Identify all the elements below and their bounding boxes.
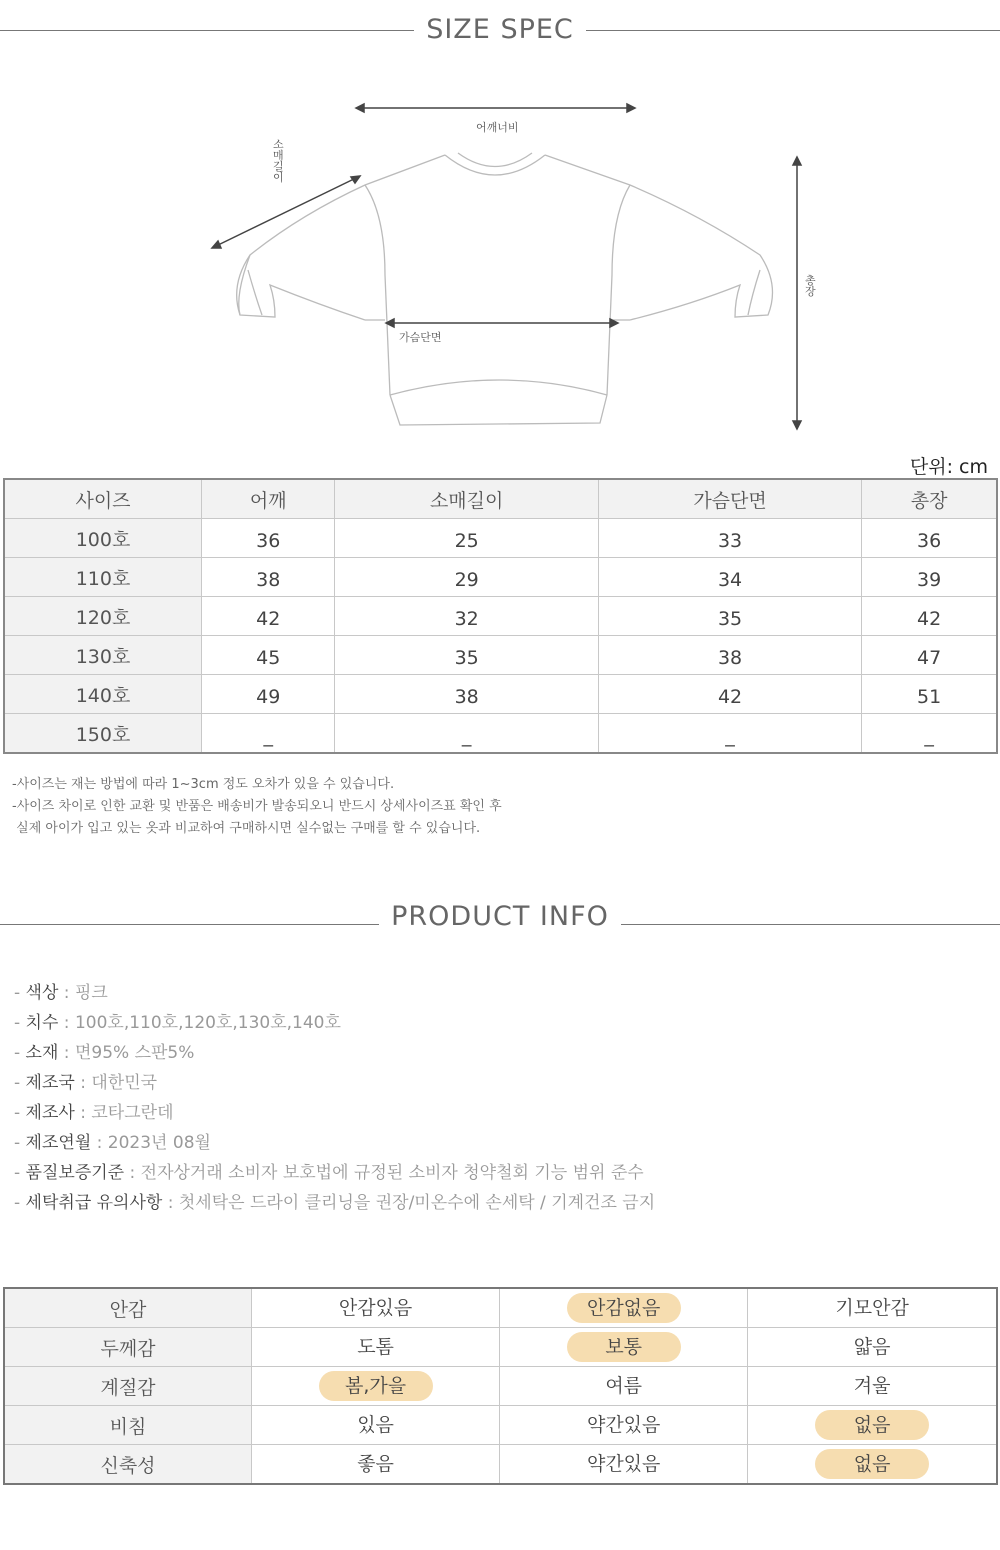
option-label: 얇음 — [853, 1336, 891, 1358]
value-cell: 35 — [335, 636, 598, 675]
table-row — [4, 636, 997, 675]
size-cell: 130호 — [4, 636, 202, 675]
info-row: - 제조국 : 대한민국 — [14, 1073, 158, 1093]
option-label: 약간있음 — [586, 1453, 661, 1475]
value-cell: 45 — [202, 636, 335, 675]
info-key: 제조국 — [25, 1073, 75, 1093]
feature-option — [500, 1445, 748, 1485]
option-label: 있음 — [357, 1414, 394, 1436]
info-row: - 품질보증기준 : 전자상거래 소비자 보호법에 규정된 소비자 청약철회 기능 범위 준수 — [14, 1163, 644, 1183]
feature-option — [500, 1367, 748, 1406]
product-info-heading — [0, 897, 1000, 937]
feature-option — [500, 1288, 748, 1328]
feature-option — [252, 1328, 500, 1367]
option-label-selected: 안감없음 — [567, 1293, 681, 1323]
size-spec-heading — [0, 10, 1000, 50]
info-row: - 치수 : 100호,110호,120호,130호,140호 — [14, 1013, 341, 1033]
info-value: 대한민국 — [91, 1073, 158, 1093]
feature-row — [4, 1406, 997, 1445]
size-table — [3, 478, 998, 754]
info-key: 세탁취급 유의사항 — [25, 1193, 163, 1213]
size-cell: 150호 — [4, 714, 202, 754]
value-cell: _ — [598, 714, 861, 754]
info-value: 2023년 08월 — [107, 1133, 211, 1153]
info-value: 전자상거래 소비자 보호법에 규정된 소비자 청약철회 기능 범위 준수 — [140, 1163, 644, 1183]
feature-row — [4, 1328, 997, 1367]
product-info-title: PRODUCT INFO — [379, 901, 621, 932]
unit-label: 단위: cm — [909, 456, 988, 478]
features-table — [3, 1287, 998, 1485]
info-key: 치수 — [25, 1013, 59, 1033]
value-cell: 38 — [202, 558, 335, 597]
option-label: 기모안감 — [835, 1297, 909, 1319]
option-label: 겨울 — [853, 1375, 891, 1397]
garment-diagram — [200, 95, 820, 440]
value-cell: 34 — [598, 558, 861, 597]
feature-option — [748, 1367, 997, 1406]
size-spec-title: SIZE SPEC — [414, 14, 586, 45]
info-value: 면95% 스판5% — [74, 1043, 195, 1063]
value-cell: 33 — [598, 519, 861, 558]
option-label-selected: 봄,가을 — [319, 1371, 433, 1401]
table-header-row — [4, 479, 997, 519]
table-row — [4, 714, 997, 754]
option-label: 여름 — [605, 1375, 643, 1397]
info-value: 100호,110호,120호,130호,140호 — [74, 1013, 341, 1033]
option-label-selected: 보통 — [567, 1332, 681, 1362]
feature-row — [4, 1367, 997, 1406]
shoulder-label: 어깨너비 — [476, 121, 519, 134]
feature-option — [500, 1328, 748, 1367]
size-cell: 140호 — [4, 675, 202, 714]
info-key: 소재 — [25, 1043, 59, 1063]
value-cell: 42 — [202, 597, 335, 636]
feature-name: 비침 — [4, 1406, 252, 1445]
info-row: - 제조연월 : 2023년 08월 — [14, 1133, 211, 1153]
value-cell: 49 — [202, 675, 335, 714]
note-line: -사이즈 차이로 인한 교환 및 반품은 배송비가 발송되오니 반드시 상세사이즈표 확인 후 — [12, 799, 502, 814]
value-cell: 29 — [335, 558, 598, 597]
feature-option — [748, 1445, 997, 1485]
product-info-list — [14, 978, 655, 1218]
value-cell: 38 — [598, 636, 861, 675]
value-cell: 35 — [598, 597, 861, 636]
chest-label: 가슴단면 — [399, 331, 442, 344]
sleeve-label: 소매길이 — [273, 138, 284, 184]
value-cell: 32 — [335, 597, 598, 636]
feature-option — [748, 1328, 997, 1367]
table-row — [4, 675, 997, 714]
info-key: 제조연월 — [25, 1133, 92, 1153]
option-label: 안감있음 — [338, 1297, 413, 1319]
column-header: 사이즈 — [4, 479, 202, 519]
value-cell: 36 — [862, 519, 997, 558]
info-value: 첫세탁은 드라이 클리닝을 권장/미온수에 손세탁 / 기계건조 금지 — [178, 1193, 656, 1213]
value-cell: 36 — [202, 519, 335, 558]
sweatshirt-illustration — [200, 95, 820, 440]
feature-name: 계절감 — [4, 1367, 252, 1406]
note-line: 실제 아이가 입고 있는 옷과 비교하여 구매하시면 실수없는 구매를 할 수 있습니다. — [12, 821, 481, 836]
value-cell: 47 — [862, 636, 997, 675]
value-cell: 51 — [862, 675, 997, 714]
info-row: - 색상 : 핑크 — [14, 983, 108, 1003]
value-cell: 25 — [335, 519, 598, 558]
info-value: 코타그란데 — [91, 1103, 174, 1123]
feature-option — [252, 1288, 500, 1328]
info-row: - 소재 : 면95% 스판5% — [14, 1043, 195, 1063]
option-label: 약간있음 — [586, 1414, 661, 1436]
column-header: 어깨 — [202, 479, 335, 519]
feature-option — [748, 1406, 997, 1445]
option-label-selected: 없음 — [815, 1449, 929, 1479]
feature-row — [4, 1445, 997, 1485]
feature-row — [4, 1288, 997, 1328]
table-row — [4, 597, 997, 636]
value-cell: _ — [335, 714, 598, 754]
feature-option — [500, 1406, 748, 1445]
value-cell: 42 — [598, 675, 861, 714]
info-value: 핑크 — [74, 983, 108, 1003]
feature-option — [748, 1288, 997, 1328]
table-row — [4, 558, 997, 597]
option-label: 좋음 — [357, 1453, 394, 1475]
column-header: 가슴단면 — [598, 479, 861, 519]
size-cell: 110호 — [4, 558, 202, 597]
table-row — [4, 519, 997, 558]
feature-option — [252, 1445, 500, 1485]
column-header: 총장 — [862, 479, 997, 519]
value-cell: 39 — [862, 558, 997, 597]
info-key: 품질보증기준 — [25, 1163, 125, 1183]
info-row: - 제조사 : 코타그란데 — [14, 1103, 174, 1123]
feature-option — [252, 1406, 500, 1445]
size-cell: 120호 — [4, 597, 202, 636]
info-key: 제조사 — [25, 1103, 75, 1123]
note-line: -사이즈는 재는 방법에 따라 1~3cm 정도 오차가 있을 수 있습니다. — [12, 777, 395, 792]
feature-name: 신축성 — [4, 1445, 252, 1485]
length-label: 총장 — [805, 274, 816, 298]
value-cell: 42 — [862, 597, 997, 636]
value-cell: _ — [202, 714, 335, 754]
value-cell: 38 — [335, 675, 598, 714]
value-cell: _ — [862, 714, 997, 754]
feature-option — [252, 1367, 500, 1406]
info-row: - 세탁취급 유의사항 : 첫세탁은 드라이 클리닝을 권장/미온수에 손세탁 / 기계건조 금지 — [14, 1193, 656, 1213]
option-label-selected: 없음 — [815, 1410, 929, 1440]
info-key: 색상 — [25, 983, 59, 1003]
size-notes — [12, 774, 502, 840]
column-header: 소매길이 — [335, 479, 598, 519]
option-label: 도톰 — [357, 1336, 394, 1358]
feature-name: 안감 — [4, 1288, 252, 1328]
size-cell: 100호 — [4, 519, 202, 558]
feature-name: 두께감 — [4, 1328, 252, 1367]
